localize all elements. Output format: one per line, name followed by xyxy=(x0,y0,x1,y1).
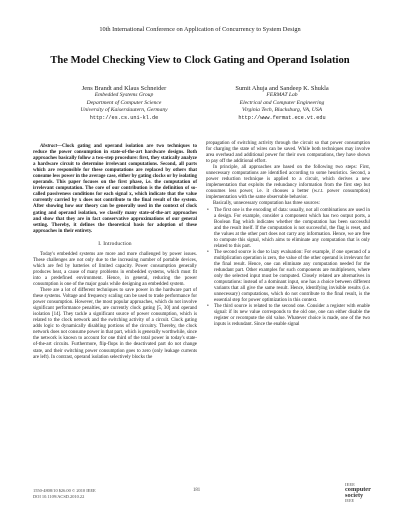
bullet-text: The first one is the encoding of data: usually, not all combinations are used in a design. For example, consider a component which has two output ports, a Boolean flag which indicates whether the computation has been successful and the result itself. If the computation is not successful, the flag is reset, and the values at the other port does not carry any information. Hence, we are free to compute this signal, which aims to eliminate any computation that is only related to this part. xyxy=(214,207,370,249)
abstract-label: Abstract xyxy=(40,144,58,149)
footer-issn: 1550-4808/10 $26.00 © 2010 IEEE xyxy=(33,488,96,493)
body-paragraph: Basically, unnecessary computation has three sources: xyxy=(213,201,320,207)
paper-title: The Model Checking View to Clock Gating and Operand Isolation xyxy=(50,55,350,66)
bullet-icon: • xyxy=(207,249,209,255)
page-number: 181 xyxy=(193,488,201,493)
body-paragraph: There are a lot of different techniques to save power in the hardware part of these systems. Voltage and frequency scaling can be used to trade performance for power consumption. However, the most popular approaches, which do not involve significant performance penalties, are currently clock gating [5, 30] and operand isolation [14]. They tackle a significant source of power consumption, which is related to the clock network and the switching activity of a circuit. Clock gating adds logic to dynamically disabling portions of the circuitry. Thereby, the clock network does not consume power in that part, which is generally worthwhile, since the network is known to account for one third of the total power in today's state-of-the-art circuits. Furthermore, flip-flops in the deactivated part do not change state, and their switching power consumption goes to zero (only leakage currents are left). In contrast, operand isolation selectively blocks the xyxy=(33,288,197,360)
section-heading: I. Introduction xyxy=(98,240,132,247)
logo-main-text: computer society xyxy=(345,486,371,499)
bullet-text: The second source is due to lazy evaluation: For example, if one operand of a multiplication operation is zero, the value of the other operand is irrelevant for the final result. Hence, one can eliminate any computation needed for the redundant part. Other examples for such components are multiplexers, where only the selected input must be computed. Closely related are alternatives in computations: instead of a dominant input, one has a choice between different variants that all give the same result. Hence, identifying invisible results (i.e. unnecessary) computations, which do not contribute to the final result, is the essential step for power optimization in this context. xyxy=(214,249,370,304)
author-block-1 xyxy=(44,85,204,122)
body-paragraph: propagation of switching activity through the circuit so that power consumption for charging the state of wires can be saved. While both techniques may involve area overhead and additional power for their own computations, they have shown to pay off the additional effort. xyxy=(206,141,370,165)
author-group: FERMAT Lab xyxy=(266,92,298,99)
footer-copyright xyxy=(33,488,96,499)
left-column xyxy=(33,144,197,361)
abstract xyxy=(33,144,197,235)
logo-bottom-text: IEEE xyxy=(345,498,355,503)
logo-top-text: IEEE xyxy=(345,482,355,487)
footer-doi[interactable]: DOI 10.1109/ACSD.2010.22 xyxy=(33,493,85,499)
author-department: Electrical and Computer Engineering xyxy=(239,99,325,106)
bullet-icon: • xyxy=(207,207,209,213)
author-names: Jens Brandt and Klaus Schneider xyxy=(81,85,167,92)
bullet-item xyxy=(206,250,370,304)
body-paragraph: In principle, all approaches are based on the following two steps: First, unnecessary computations are identified according to some heuristics. Second, a power reduction technique is applied to a circuit, which derives a new implementation that exploits the redundancy information from the first step but consumes less power, i.e. it chooses a better (w.r.t. power consumption) implementation with the same observable behavior. xyxy=(206,165,370,201)
author-url[interactable]: http://www.fermat.ece.vt.edu xyxy=(238,114,326,121)
author-institution: Virginia Tech, Blacksburg, VA, USA xyxy=(241,107,323,114)
right-column xyxy=(206,141,370,328)
bullet-icon: • xyxy=(207,304,209,310)
abstract-text: —Clock gating and operand isolation are two techniques to reduce the power consumption in state-of-the-art hardware designs. Both approaches basically follow a two-step procedure: first, they statically analyze a hardware circuit to determine irrelevant computations. Second, all parts which are responsible for these computations are replaced by others that consume less power in the average case, either by gating clocks or by isolating operands. This paper focuses on the first phase, i.e. the computation of irrelevant computation. The core of our contribution is the definition of so-called passiveness conditions for each signal x, which indicate that the value currently carried by x does not contribute to the final result of the system. After showing how our theory can be generally used in the context of clock gating and operand isolation, we classify many state-of-the-art approaches and show that they are in fact conservative approximations of our general setting. Thereby, it defines the theoretical basis for adoption of these approaches in their entirety. xyxy=(33,144,197,234)
author-block-2 xyxy=(202,85,362,122)
author-group: Embedded Systems Group xyxy=(94,92,154,99)
author-institution: University of Kaiserslautern, Germany xyxy=(80,107,168,114)
author-names: Sumit Ahuja and Sandeep K. Shukla xyxy=(235,85,329,92)
bullet-text: The third source is related to the second one. Consider a register with enable signal: if its new value corresponds to the old one, one can either disable the register or recompute the old value. Whatever choice is made, one of the two inputs is redundant. Since the enable signal xyxy=(214,304,370,328)
bullet-item xyxy=(206,304,370,328)
author-department: Department of Computer Science xyxy=(86,99,162,106)
author-url[interactable]: http://es.cs.uni-kl.de xyxy=(89,114,159,121)
bullet-item xyxy=(206,208,370,250)
computer-society-logo xyxy=(345,482,369,504)
conference-header: 10th International Conference on Application of Concurrency to System Design xyxy=(99,26,301,33)
body-paragraph: Today's embedded systems are more and more challenged by power issues. These challenges are not only due to the increasing number of portable devices, which are fed by batteries of limited capacity. Power consumption generally produces heat, a cause of many problems in embedded systems, which must fit into a predefined environment. Hence, in general, reducing the power consumption is one of the major goals while designing an embedded system. xyxy=(33,251,197,287)
